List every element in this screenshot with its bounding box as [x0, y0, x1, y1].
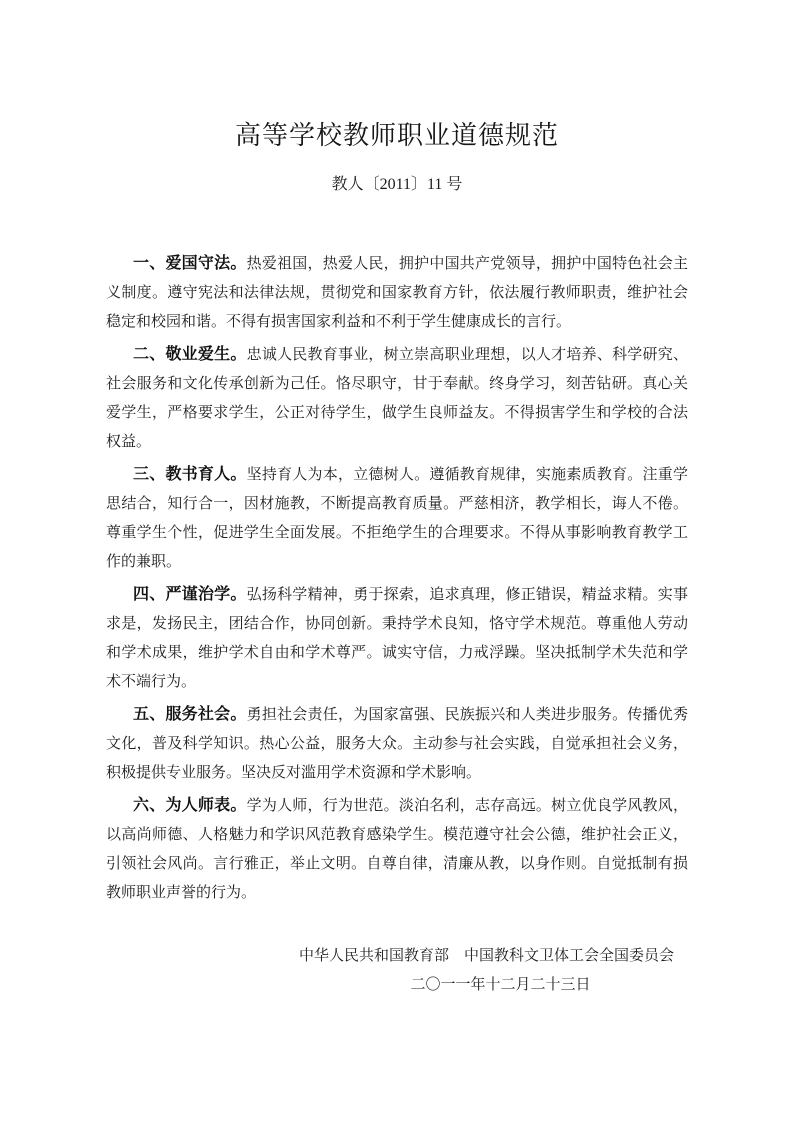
section-text-1: 热爱祖国，热爱人民，拥护中国共产党领导，拥护中国特色社会主义制度。遵守宪法和法律法规，贯彻党和国家教育方针，依法履行教师职责，维护社会稳定和校园和谐。不得有损害国家利益和不利于学生健康成长的言行。: [106, 256, 688, 330]
section-text-4: 弘扬科学精神，勇于探索，追求真理，修正错误，精益求精。实事求是，发扬民主，团结合作，协同创新。秉持学术良知，恪守学术规范。尊重他人劳动和学术成果，维护学术自由和学术尊严。诚实守信，力戒浮躁。坚决抵制学术失范和学术不端行为。: [106, 587, 688, 690]
document-title: 高等学校教师职业道德规范: [234, 121, 559, 150]
document-body: [106, 249, 688, 908]
section-paragraph-3: [106, 460, 688, 577]
signature-issuers: 中华人民共和国教育部 中国教科文卫体工会全国委员会: [298, 948, 674, 964]
section-heading-2: 二、敬业爱生。: [133, 346, 247, 363]
section-heading-3: 三、教书育人。: [133, 466, 247, 483]
section-text-3: 坚持育人为本，立德树人。遵循教育规律，实施素质教育。注重学思结合，知行合一，因材施教，不断提高教育质量。严慈相济，教学相长，诲人不倦。尊重学生个性，促进学生全面发展。不拒绝学生的合理要求。不得从事影响教育教学工作的兼职。: [106, 467, 688, 570]
signature-block: [299, 942, 674, 1000]
section-paragraph-1: [106, 249, 688, 337]
section-paragraph-5: [106, 700, 688, 788]
section-heading-4: 四、严谨治学。: [133, 586, 247, 603]
section-paragraph-6: [106, 791, 688, 908]
section-paragraph-2: [106, 340, 688, 457]
section-heading-6: 六、为人师表。: [133, 797, 247, 814]
section-text-5: 勇担社会责任，为国家富强、民族振兴和人类进步服务。传播优秀文化，普及科学知识。热心公益，服务大众。主动参与社会实践，自觉承担社会义务，积极提供专业服务。坚决反对滥用学术资源和学术影响。: [106, 707, 688, 781]
section-heading-5: 五、服务社会。: [133, 706, 247, 723]
section-text-6: 学为人师，行为世范。淡泊名利，志存高远。树立优良学风教风，以高尚师德、人格魅力和学识风范教育感染学生。模范遵守社会公德，维护社会正义，引领社会风尚。言行雅正，举止文明。自尊自律，清廉从教，以身作则。自觉抵制有损教师职业声誉的行为。: [106, 798, 688, 901]
section-paragraph-4: [106, 580, 688, 697]
section-text-2: 忠诚人民教育事业，树立崇高职业理想，以人才培养、科学研究、社会服务和文化传承创新为己任。恪尽职守，甘于奉献。终身学习，刻苦钻研。真心关爱学生，严格要求学生，公正对待学生，做学生良师益友。不得损害学生和学校的合法权益。: [106, 347, 688, 450]
section-heading-1: 一、爱国守法。: [133, 255, 247, 272]
signature-date: 二〇一一年十二月二十三日: [410, 977, 591, 993]
document-number: 教人〔2011〕11 号: [331, 176, 463, 193]
